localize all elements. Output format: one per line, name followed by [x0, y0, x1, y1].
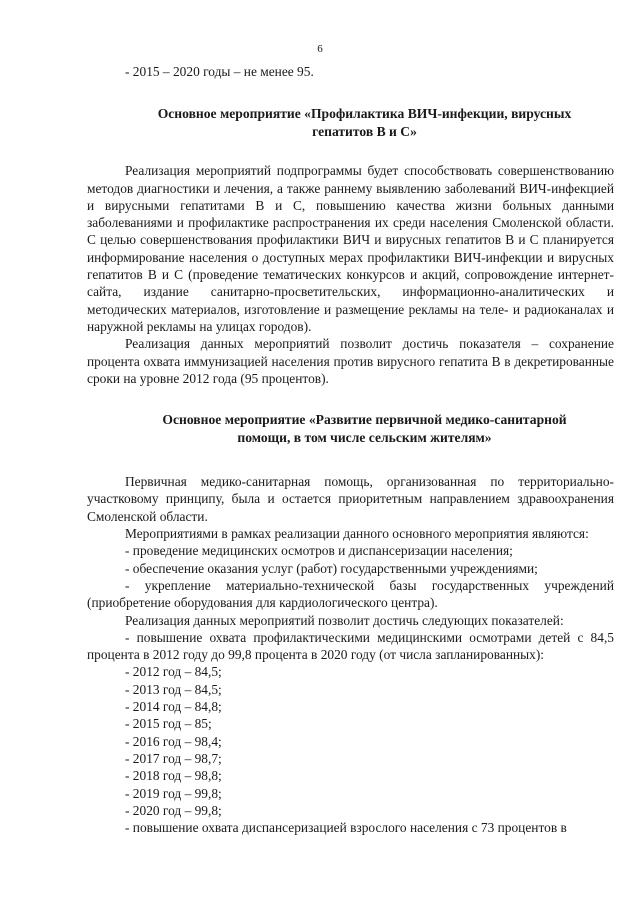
section2-title-line2: помощи, в том числе сельским жителям»	[237, 429, 492, 445]
measure-item: - укрепление материально-технической базы государственных учреждений (приобретение оборудования для кардиологического центра).	[87, 577, 614, 611]
indicator-item: - повышение охвата диспансеризацией взрослого населения с 73 процентов в	[125, 820, 567, 836]
section1-paragraph-2: Реализация данных мероприятий позволит достичь показателя – сохранение процента охвата иммунизацией населения против вирусного гепатита В в декретированные сроки на уровне 2012 года (95 процентов).	[87, 336, 614, 386]
section2-paragraph-1: Первичная медико-санитарная помощь, организованная по территориально-участковому принципу, была и остается приоритетным направлением здравоохранения Смоленской области.	[87, 474, 614, 524]
measure-item: - проведение медицинских осмотров и диспансеризации населения;	[125, 543, 513, 559]
section1-paragraph-1: Реализация мероприятий подпрограммы будет способствовать совершенствованию методов диагностики и лечения, а также раннему выявлению заболеваний ВИЧ-инфекцией и вирусными гепатитами В и С, повышению качества жизни больных данными заболеваниями и профилактике распространения их среди населения Смоленской области. С целью совершенствования профилактики ВИЧ и вирусных гепатитов В и С планируется информирование населения о доступных мерах профилактики ВИЧ-инфекции и вирусных гепатитов В и С (проведение тематических конкурсов и акций, сопровождение интернет-сайта, издание санитарно-просветительских, информационно-аналитических и методических материалов, изготовление и размещение рекламы на теле- и радиоканалах и наружной рекламы на улицах городов).	[87, 163, 614, 334]
year-value-item: - 2012 год – 84,5;	[125, 664, 222, 680]
section2-paragraph-2: Мероприятиями в рамках реализации данного основного мероприятия являются:	[125, 526, 589, 542]
measure-item: - обеспечение оказания услуг (работ) государственными учреждениями;	[125, 560, 538, 576]
year-value-item: - 2019 год – 99,8;	[125, 785, 222, 801]
indicator-item: - повышение охвата профилактическими медицинскими осмотрами детей с 84,5 процента в 2012 году до 99,8 процента в 2020 году (от числа запланированных):	[87, 629, 614, 663]
section2-paragraph-3: Реализация данных мероприятий позволит достичь следующих показателей:	[125, 612, 564, 628]
lead-line: - 2015 – 2020 годы – не менее 95.	[125, 64, 314, 79]
year-value-item: - 2017 год – 98,7;	[125, 750, 222, 766]
year-value-item: - 2013 год – 84,5;	[125, 681, 222, 697]
section1-title-line1: Основное мероприятие «Профилактика ВИЧ-инфекции, вирусных	[157, 106, 572, 122]
year-value-item: - 2014 год – 84,8;	[125, 699, 222, 715]
section2-title-line1: Основное мероприятие «Развитие первичной медико-санитарной	[162, 412, 567, 428]
year-value-item: - 2020 год – 99,8;	[125, 802, 222, 818]
year-value-item: - 2016 год – 98,4;	[125, 733, 222, 749]
page-number: 6	[317, 43, 323, 55]
section1-title-line2: гепатитов В и С»	[312, 123, 417, 139]
year-value-item: - 2018 год – 98,8;	[125, 768, 222, 784]
year-value-item: - 2015 год – 85;	[125, 716, 212, 732]
